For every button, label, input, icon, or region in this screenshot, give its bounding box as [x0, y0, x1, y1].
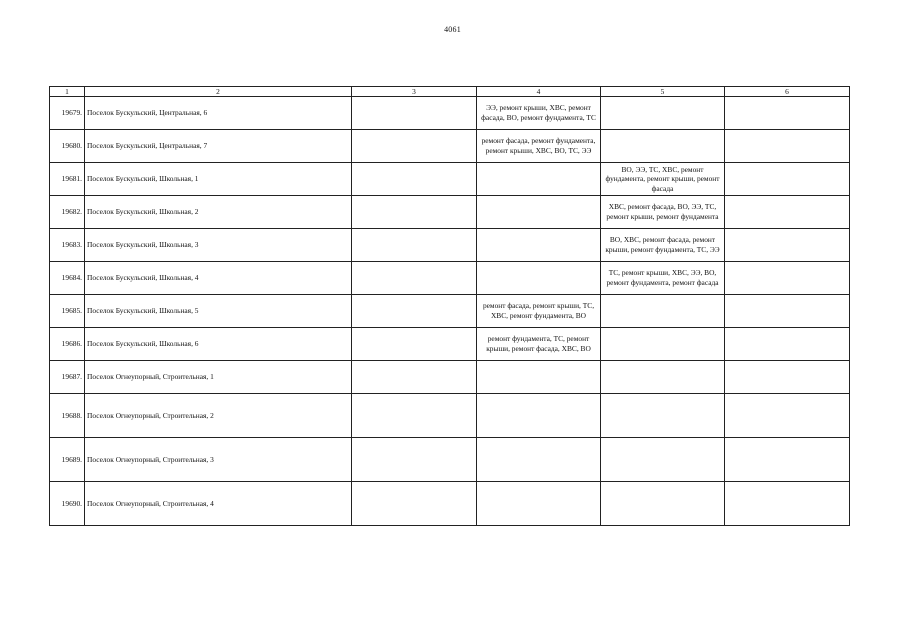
row-address: Поселок Бускульский, Школьная, 5 [85, 295, 352, 328]
row-col6 [725, 262, 850, 295]
row-address: Поселок Бускульский, Школьная, 1 [85, 163, 352, 196]
column-header: 6 [725, 87, 850, 97]
row-col3 [352, 438, 477, 482]
row-number: 19681. [50, 163, 85, 196]
row-col6 [725, 438, 850, 482]
row-col4 [477, 262, 601, 295]
table-row [50, 482, 850, 526]
row-address: Поселок Огнеупорный, Строительная, 4 [85, 482, 352, 526]
row-col4: ремонт фасада, ремонт фундамента, ремонт крыши, ХВС, ВО, ТС, ЭЭ [477, 130, 601, 163]
row-col4 [477, 361, 601, 394]
row-col4: ЭЭ, ремонт крыши, ХВС, ремонт фасада, ВО, ремонт фундамента, ТС [477, 97, 601, 130]
row-col3 [352, 97, 477, 130]
row-number: 19679. [50, 97, 85, 130]
row-number: 19689. [50, 438, 85, 482]
row-col5: ВО, ЭЭ, ТС, ХВС, ремонт фундамента, ремонт крыши, ремонт фасада [601, 163, 725, 196]
row-address: Поселок Бускульский, Школьная, 3 [85, 229, 352, 262]
header-row [50, 87, 850, 97]
table-row [50, 262, 850, 295]
table-row [50, 394, 850, 438]
row-address: Поселок Огнеупорный, Строительная, 2 [85, 394, 352, 438]
table-row [50, 196, 850, 229]
row-number: 19682. [50, 196, 85, 229]
row-col3 [352, 482, 477, 526]
row-number: 19688. [50, 394, 85, 438]
row-number: 19690. [50, 482, 85, 526]
row-col3 [352, 229, 477, 262]
row-address: Поселок Огнеупорный, Строительная, 3 [85, 438, 352, 482]
column-header: 1 [50, 87, 85, 97]
row-number: 19686. [50, 328, 85, 361]
row-col5 [601, 130, 725, 163]
row-address: Поселок Бускульский, Школьная, 4 [85, 262, 352, 295]
row-col6 [725, 394, 850, 438]
row-col5: ТС, ремонт крыши, ХВС, ЭЭ, ВО, ремонт фундамента, ремонт фасада [601, 262, 725, 295]
row-col5 [601, 97, 725, 130]
row-col4 [477, 394, 601, 438]
row-col6 [725, 97, 850, 130]
table-row [50, 163, 850, 196]
register-table [49, 86, 850, 526]
row-number: 19687. [50, 361, 85, 394]
row-col5 [601, 295, 725, 328]
row-col5: ХВС, ремонт фасада, ВО, ЭЭ, ТС, ремонт крыши, ремонт фундамента [601, 196, 725, 229]
row-col4 [477, 229, 601, 262]
row-col5 [601, 438, 725, 482]
row-col3 [352, 361, 477, 394]
row-number: 19684. [50, 262, 85, 295]
row-col6 [725, 163, 850, 196]
row-address: Поселок Бускульский, Центральная, 7 [85, 130, 352, 163]
table-row [50, 295, 850, 328]
table-row [50, 130, 850, 163]
row-number: 19683. [50, 229, 85, 262]
row-col3 [352, 262, 477, 295]
table-row [50, 328, 850, 361]
row-col4: ремонт фундамента, ТС, ремонт крыши, ремонт фасада, ХВС, ВО [477, 328, 601, 361]
row-address: Поселок Бускульский, Центральная, 6 [85, 97, 352, 130]
row-number: 19680. [50, 130, 85, 163]
table-row [50, 229, 850, 262]
row-col5 [601, 482, 725, 526]
row-col6 [725, 130, 850, 163]
row-col4 [477, 163, 601, 196]
row-address: Поселок Бускульский, Школьная, 6 [85, 328, 352, 361]
row-col5 [601, 361, 725, 394]
row-col3 [352, 163, 477, 196]
row-col6 [725, 295, 850, 328]
table-row [50, 438, 850, 482]
page-number: 4061 [444, 25, 461, 34]
row-col4: ремонт фасада, ремонт крыши, ТС, ХВС, ремонт фундамента, ВО [477, 295, 601, 328]
column-header: 2 [85, 87, 352, 97]
row-col3 [352, 196, 477, 229]
row-address: Поселок Огнеупорный, Строительная, 1 [85, 361, 352, 394]
row-col5 [601, 328, 725, 361]
row-address: Поселок Бускульский, Школьная, 2 [85, 196, 352, 229]
row-col3 [352, 394, 477, 438]
row-col4 [477, 482, 601, 526]
row-col5 [601, 394, 725, 438]
row-col6 [725, 361, 850, 394]
row-col6 [725, 229, 850, 262]
row-col6 [725, 482, 850, 526]
column-header: 3 [352, 87, 477, 97]
row-number: 19685. [50, 295, 85, 328]
column-header: 4 [477, 87, 601, 97]
row-col6 [725, 328, 850, 361]
column-header: 5 [601, 87, 725, 97]
row-col6 [725, 196, 850, 229]
table-row [50, 361, 850, 394]
row-col4 [477, 438, 601, 482]
row-col3 [352, 328, 477, 361]
row-col4 [477, 196, 601, 229]
row-col5: ВО, ХВС, ремонт фасада, ремонт крыши, ремонт фундамента, ТС, ЭЭ [601, 229, 725, 262]
row-col3 [352, 295, 477, 328]
row-col3 [352, 130, 477, 163]
table-row [50, 97, 850, 130]
